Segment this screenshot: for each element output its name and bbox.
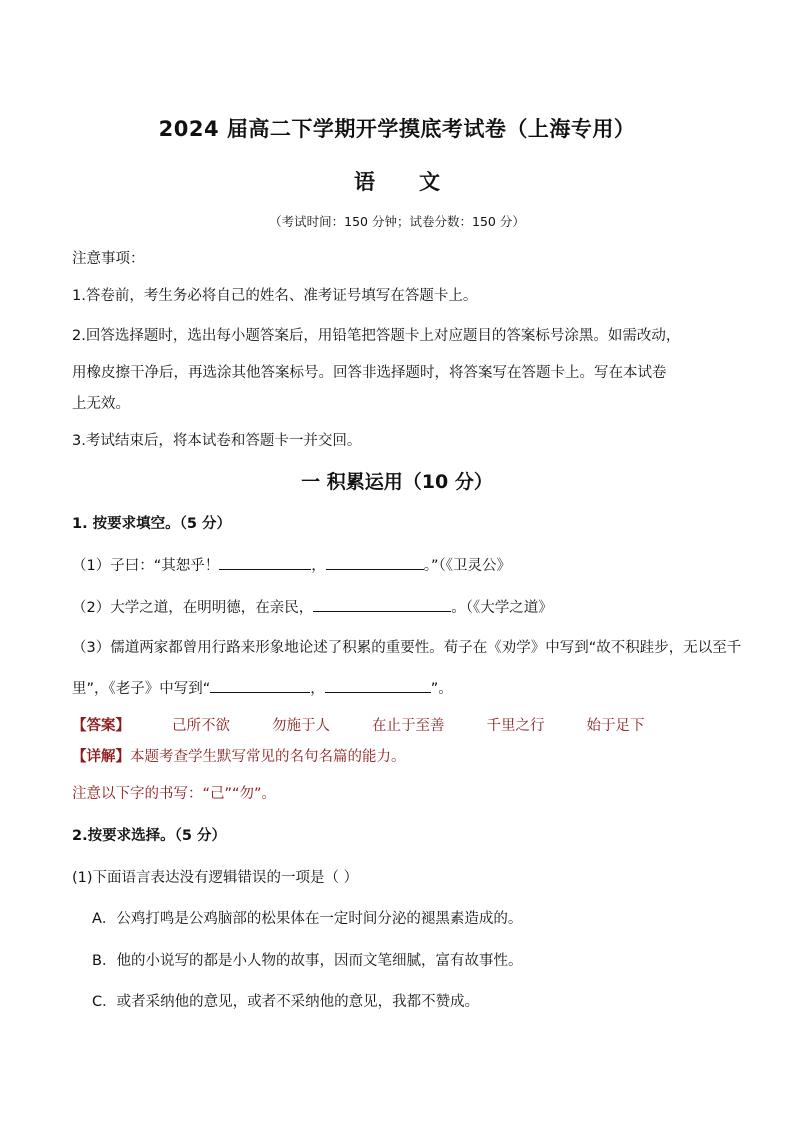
page-title: 2024 届高二下学期开学摸底考试卷（上海专用） — [158, 117, 636, 141]
writing-note: 注意以下字的书写：“己”“勿”。 — [72, 786, 277, 802]
sub2-prefix: （2）大学之道，在明明德，在亲民， — [72, 600, 314, 616]
question-2-sub-1: (1)下面语言表达没有逻辑错误的一项是（ ） — [72, 870, 359, 886]
sub3-suffix: ”。 — [430, 681, 453, 697]
question-2-title: 2.按要求选择。（5 分） — [72, 828, 226, 844]
section-title: 一 积累运用（10 分） — [301, 471, 493, 493]
subject-char-2: 文 — [419, 170, 440, 194]
question-1-sub-3-line-1: （3）儒道两家都曾用行路来形象地论述了积累的重要性。荀子在《劝学》中写到“故不积跬步，无以至千 — [72, 640, 742, 656]
question-1-sub-3-line-2 — [72, 677, 453, 698]
answer-blank — [210, 677, 310, 693]
question-1-sub-2 — [72, 596, 553, 617]
sub1-suffix: 。”（《卫灵公》 — [423, 558, 512, 574]
answer-item: 勿施于人 — [272, 718, 330, 734]
answer-blank — [313, 596, 451, 612]
sub2-suffix: 。（《大学之道》 — [451, 600, 553, 616]
answer-blank — [326, 554, 424, 570]
option-b: B．他的小说写的都是小人物的故事，因而文笔细腻，富有故事性。 — [92, 953, 523, 969]
sub3-comma: ， — [310, 681, 325, 697]
answer-item: 在止于至善 — [372, 718, 445, 734]
answer-tag: 【答案】 — [72, 718, 130, 734]
option-a: A．公鸡打鸣是公鸡脑部的松果体在一定时间分泌的褪黑素造成的。 — [92, 911, 523, 927]
sub1-comma: ， — [311, 558, 326, 574]
sub3-prefix: 里”，《老子》中写到“ — [72, 681, 211, 697]
answer-blank — [325, 677, 431, 693]
option-c: C．或者采纳他的意见，或者不采纳他的意见，我都不赞成。 — [92, 994, 480, 1010]
answer-item: 始于足下 — [586, 718, 645, 734]
sub1-prefix: （1）子曰：“其恕乎！ — [72, 558, 220, 574]
notice-item-2-line-2: 用橡皮擦干净后，再选涂其他答案标号。回答非选择题时，将答案写在答题卡上。写在本试卷 — [72, 365, 667, 381]
answer-item: 己所不欲 — [172, 718, 230, 734]
answer-line — [72, 714, 645, 735]
answer-blank — [219, 554, 311, 570]
detail-line — [72, 745, 406, 766]
answer-item: 千里之行 — [486, 718, 545, 734]
detail-text: 本题考查学生默写常见的名句名篇的能力。 — [130, 749, 406, 765]
question-1-title: 1. 按要求填空。（5 分） — [72, 516, 232, 532]
notice-item-3: 3.考试结束后，将本试卷和答题卡一并交回。 — [72, 433, 362, 449]
detail-tag: 【详解】 — [72, 749, 130, 765]
question-1-sub-1 — [72, 554, 511, 575]
subject-char-1: 语 — [354, 170, 375, 194]
notice-title: 注意事项： — [72, 251, 145, 267]
notice-item-2-line-1: 2.回答选择题时，选出每小题答案后，用铅笔把答题卡上对应题目的答案标号涂黑。如需改动， — [72, 328, 681, 344]
exam-info: （考试时间：150 分钟；试卷分数：150 分） — [269, 214, 525, 229]
notice-item-1: 1.答卷前，考生务必将自己的姓名、准考证号填写在答题卡上。 — [72, 288, 478, 304]
notice-item-2-line-3: 上无效。 — [72, 396, 130, 412]
subject-title — [0, 166, 794, 196]
